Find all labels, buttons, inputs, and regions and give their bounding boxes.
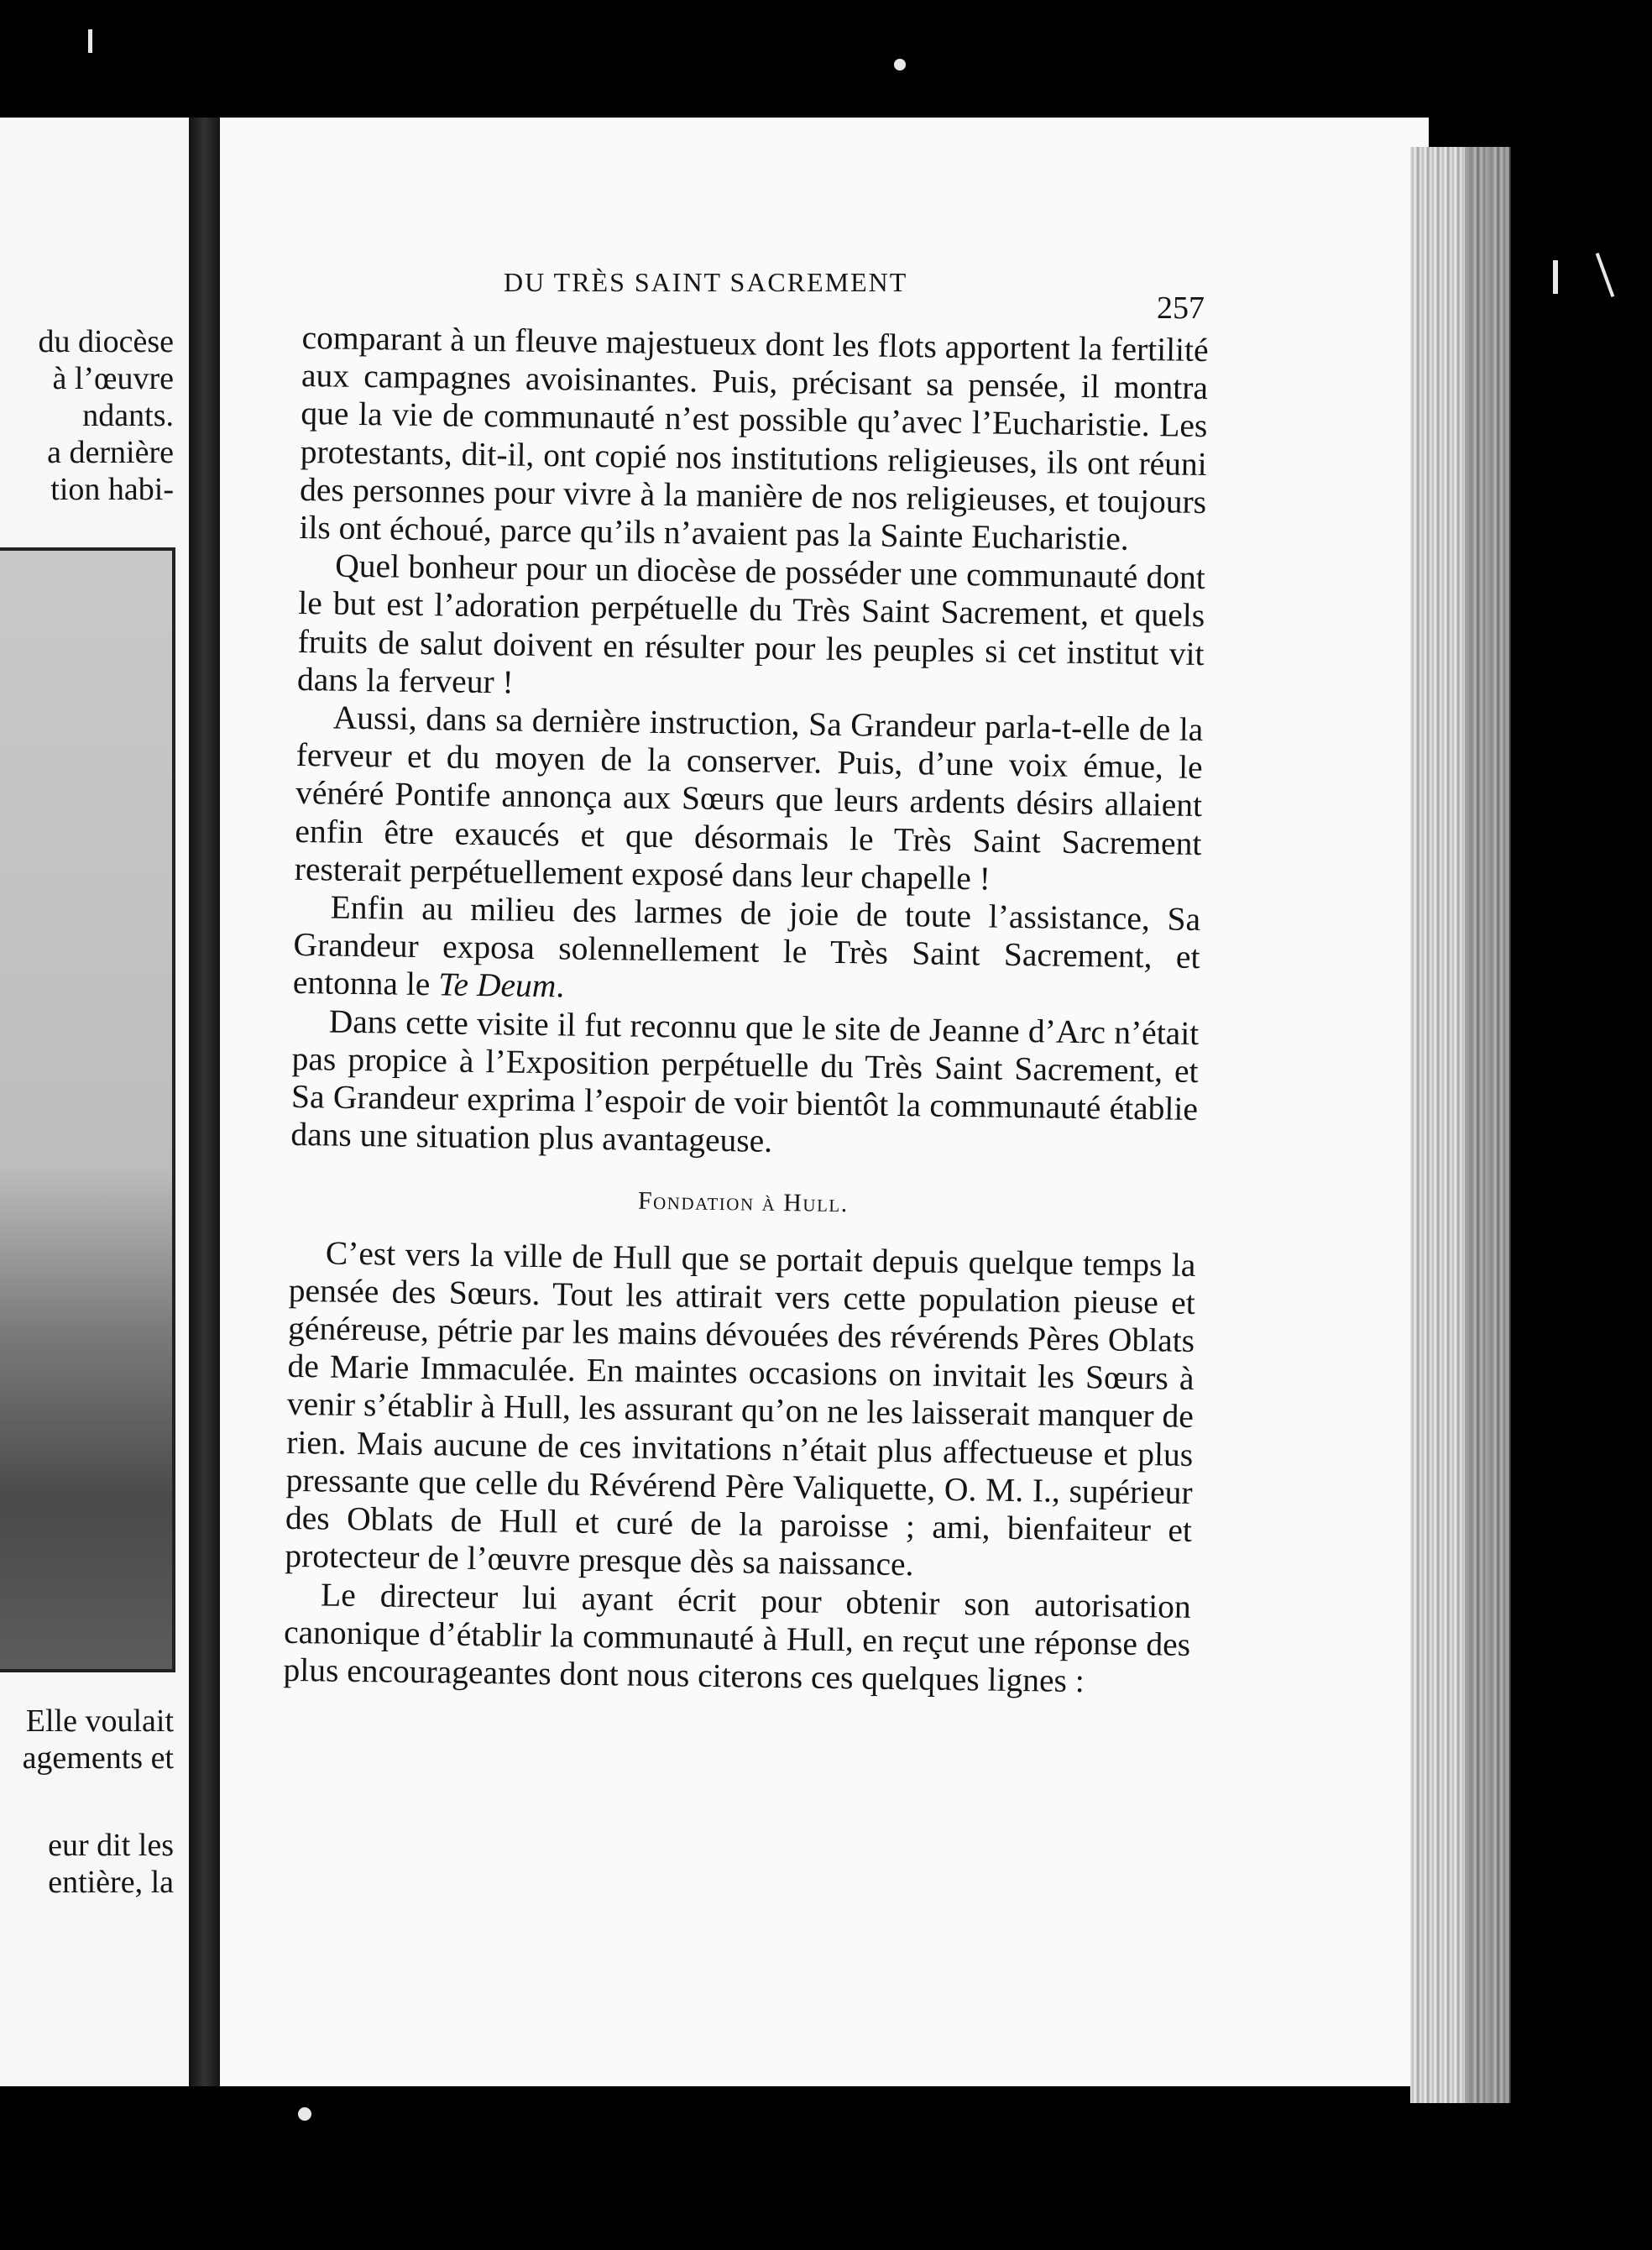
scan-speck	[1553, 260, 1558, 294]
left-page-line: a dernière	[47, 435, 174, 470]
paragraph: comparant à un fleuve majestueux dont les flots apportent la fertilité aux campagnes avoisinantes. Puis, précisant sa pensée, il montra que la vie de communauté n’est possible qu’avec l’Eucharistie. Les protestants, dit-il, ont copié nos institutions religieuses, ils ont réuni des personnes pour vivre à la manière de nos religieuses, et toujours ils ont échoué, parce qu’ils n’avaient pas la Sainte Eucharistie.	[299, 319, 1209, 557]
paragraph: Le directeur lui ayant écrit pour obtenir son autorisation canonique d’établir la communauté à Hull, en reçut une réponse des plus encourageantes dont nous citerons ces quelques lignes :	[283, 1575, 1192, 1700]
left-page-photograph	[0, 547, 175, 1672]
section-heading: Fondation à Hull.	[637, 1187, 849, 1218]
left-page-line: à l’œuvre	[52, 361, 174, 396]
left-page-line: entière, la	[48, 1865, 174, 1900]
running-head: DU TRÈS SAINT SACREMENT	[504, 267, 908, 297]
paragraph-text: Enfin au milieu des larmes de joie de toute l’assistance, Sa Grandeur exposa solennellement le Très Saint Sacrement, et entonna le	[292, 888, 1201, 1003]
page-number: 257	[1157, 290, 1205, 326]
scan-speck	[894, 59, 906, 71]
page-edges-shadow	[1465, 147, 1511, 2103]
paragraph	[293, 888, 1201, 1015]
left-page-line: tion habi-	[50, 472, 174, 507]
page-body	[283, 319, 1209, 1702]
left-page-line: eur dit les	[48, 1828, 174, 1863]
left-page-line: agements et	[22, 1740, 174, 1776]
book-gutter	[189, 118, 222, 2086]
italic-title: Te Deum	[437, 965, 557, 1005]
paragraph: Dans cette visite il fut reconnu que le site de Jeanne d’Arc n’était pas propice à l’Exposition perpétuelle du Très Saint Sacrement, et Sa Grandeur exprima l’espoir de voir bientôt la communauté établie dans une situation plus avantageuse.	[290, 1002, 1200, 1160]
paragraph: Aussi, dans sa dernière instruction, Sa Grandeur parla-t-elle de la ferveur et du moyen de la conserver. Puis, d’une voix émue, le vénéré Pontife annonça aux Sœurs que leurs ardents désirs allaient enfin être exaucés et que désormais le Très Saint Sacrement resterait perpétuellement exposé dans leur chapelle !	[294, 699, 1204, 897]
left-page-line: Elle voulait	[25, 1703, 174, 1739]
left-page-line: du diocèse	[38, 324, 174, 359]
scan-speck	[1596, 253, 1615, 297]
left-page-line: ndants.	[82, 398, 174, 433]
paragraph-text: .	[556, 967, 565, 1005]
scan-speck	[88, 29, 92, 53]
scan-speck	[298, 2107, 311, 2121]
paragraph: C’est vers la ville de Hull que se portait depuis quelque temps la pensée des Sœurs. Tout les attirait vers cette population pieuse et généreuse, pétrie par les mains dévouées des révérends Pères Oblats de Marie Immaculée. En maintes occasions on invitait les Sœurs à venir s’établir à Hull, les assurant qu’on ne les laisserait manquer de rien. Mais aucune de ces invitations n’était plus affectueuse et plus pressante que celle du Révérend Père Valiquette, O. M. I., supérieur des Oblats de Hull et curé de la paroisse ; ami, bienfaiteur et protecteur de l’œuvre presque dès sa naissance.	[285, 1234, 1196, 1583]
left-page	[0, 118, 189, 2086]
paragraph: Quel bonheur pour un diocèse de posséder une communauté dont le but est l’adoration perpétuelle du Très Saint Sacrement, et quels fruits de salut doivent en résulter pour les peuples si cet institut vit dans la ferveur !	[296, 547, 1206, 701]
